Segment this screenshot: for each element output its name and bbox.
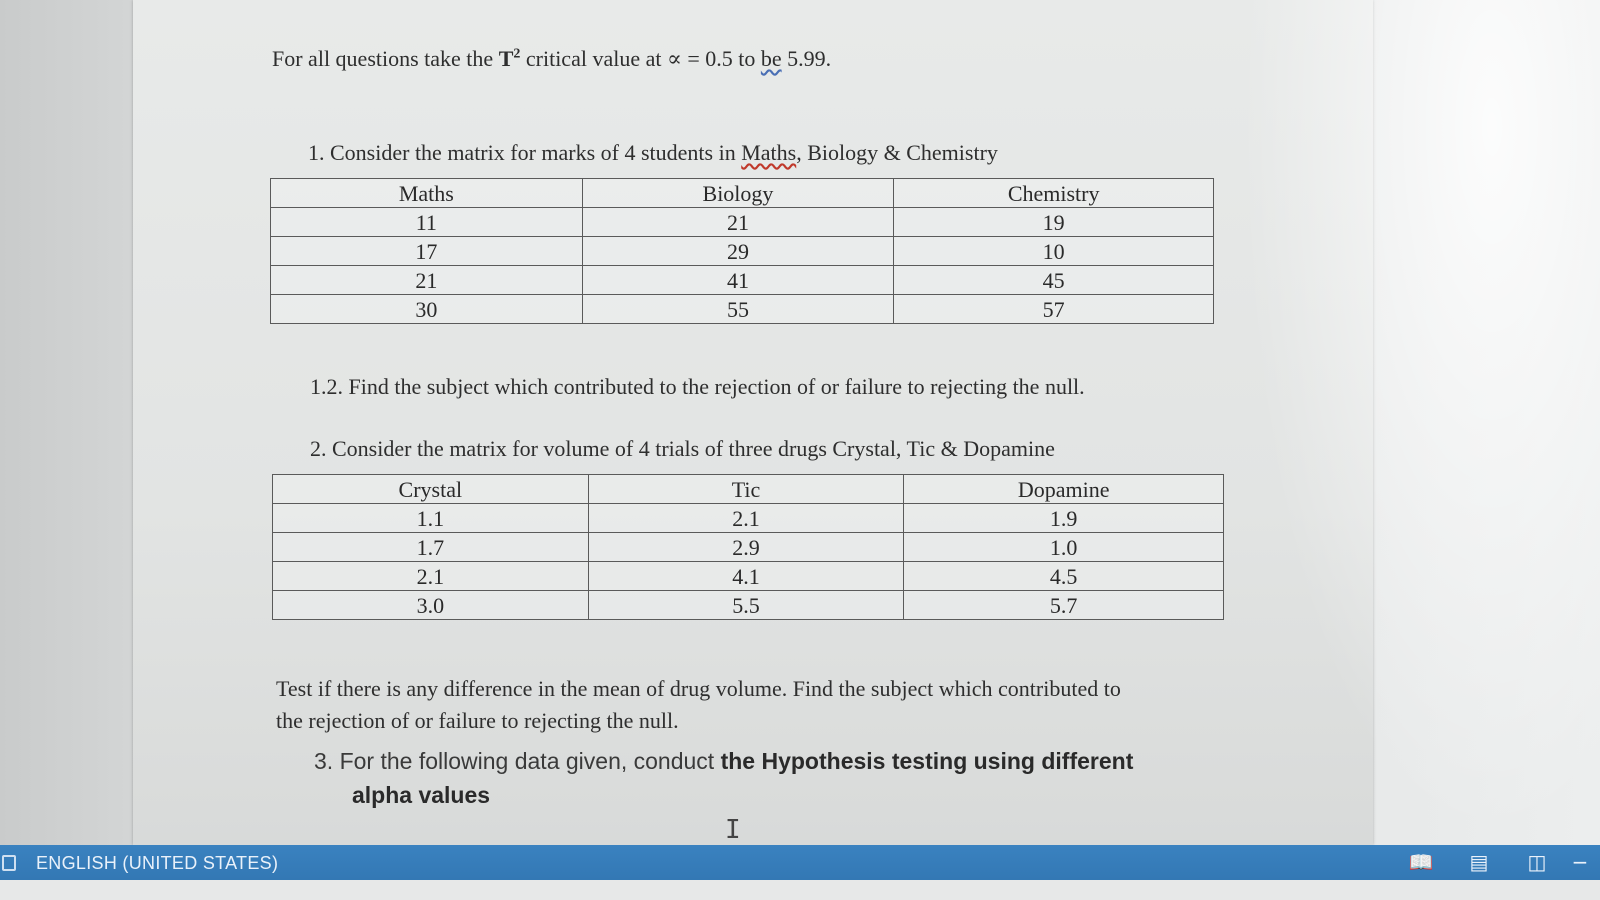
- q2-test-line-1: Test if there is any difference in the mean of drug volume. Find the subject which contributed to: [276, 676, 1121, 701]
- intro-line: [272, 46, 831, 72]
- table-cell: 55: [582, 295, 894, 324]
- q3-line-1: [314, 748, 1133, 775]
- table-header-cell: Crystal: [273, 475, 589, 504]
- table-row: [271, 237, 1214, 266]
- q3-number: 3.: [314, 748, 334, 774]
- table-cell: 3.0: [273, 591, 589, 620]
- table-header-row: [273, 475, 1224, 504]
- intro-suffix: 5.99.: [781, 46, 832, 71]
- table-cell: 1.0: [904, 533, 1224, 562]
- proofing-icon[interactable]: [2, 855, 16, 871]
- intro-prefix: For all questions take the: [272, 46, 499, 71]
- screen-bezel: [0, 880, 1600, 900]
- table-cell: 41: [582, 266, 894, 295]
- table-cell: 29: [582, 237, 894, 266]
- web-layout-icon[interactable]: ◫: [1527, 850, 1547, 874]
- q1-prefix: 1. Consider the matrix for marks of 4 students in: [308, 140, 742, 165]
- q2-drug-volume-table: [272, 474, 1224, 620]
- table-cell: 30: [271, 295, 583, 324]
- q3-bold-1: the Hypothesis testing using different: [720, 748, 1134, 774]
- table-cell: 45: [894, 266, 1214, 295]
- table-cell: 4.5: [904, 562, 1224, 591]
- intro-mid: critical value at ∝ = 0.5 to: [520, 46, 761, 71]
- q1-marks-table: [270, 178, 1214, 324]
- table-row: [273, 504, 1224, 533]
- q2-heading: 2. Consider the matrix for volume of 4 trials of three drugs Crystal, Tic & Dopamine: [310, 436, 1055, 461]
- intro-superscript: 2: [513, 46, 521, 62]
- table-header-cell: Chemistry: [894, 179, 1214, 208]
- table-row: [271, 266, 1214, 295]
- table-cell: 57: [894, 295, 1214, 324]
- read-mode-icon[interactable]: 📖: [1408, 850, 1434, 874]
- q1-maths-word: Maths: [741, 140, 797, 165]
- text-cursor-icon: I: [725, 815, 741, 845]
- table-cell: 2.9: [588, 533, 904, 562]
- print-layout-icon[interactable]: ▤: [1469, 850, 1489, 874]
- table-cell: 17: [271, 237, 583, 266]
- table-cell: 4.1: [588, 562, 904, 591]
- table-cell: 11: [271, 208, 583, 237]
- q1-subquestion: 1.2. Find the subject which contributed to the rejection of or failure to rejecting the null.: [310, 374, 1085, 399]
- table-row: [273, 533, 1224, 562]
- q1-suffix: , Biology & Chemistry: [796, 140, 998, 165]
- zoom-out-icon[interactable]: −: [1571, 850, 1589, 874]
- table-header-cell: Dopamine: [904, 475, 1224, 504]
- table-row: [271, 208, 1214, 237]
- table-row: [273, 591, 1224, 620]
- table-cell: 1.7: [273, 533, 589, 562]
- table-cell: 19: [894, 208, 1214, 237]
- table-cell: 5.7: [904, 591, 1224, 620]
- table-cell: 21: [582, 208, 894, 237]
- table-header-cell: Maths: [271, 179, 583, 208]
- table-header-cell: Biology: [582, 179, 894, 208]
- table-row: [271, 295, 1214, 324]
- table-cell: 1.9: [904, 504, 1224, 533]
- q3-plain: For the following data given, conduct: [333, 748, 721, 774]
- q3-bold-2: alpha values: [352, 782, 491, 808]
- table-cell: 2.1: [273, 562, 589, 591]
- table-cell: 1.1: [273, 504, 589, 533]
- table-header-cell: Tic: [588, 475, 904, 504]
- language-indicator[interactable]: ENGLISH (UNITED STATES): [36, 853, 279, 873]
- table-cell: 2.1: [588, 504, 904, 533]
- table-cell: 21: [271, 266, 583, 295]
- table-cell: 5.5: [588, 591, 904, 620]
- q2-test-line-2: the rejection of or failure to rejecting the null.: [276, 708, 679, 733]
- intro-T: T: [498, 46, 514, 71]
- table-header-row: [271, 179, 1214, 208]
- q1-heading: [308, 140, 998, 166]
- table-row: [273, 562, 1224, 591]
- table-cell: 10: [894, 237, 1214, 266]
- q3-line-2: [352, 782, 490, 809]
- intro-be-word: be: [760, 46, 782, 71]
